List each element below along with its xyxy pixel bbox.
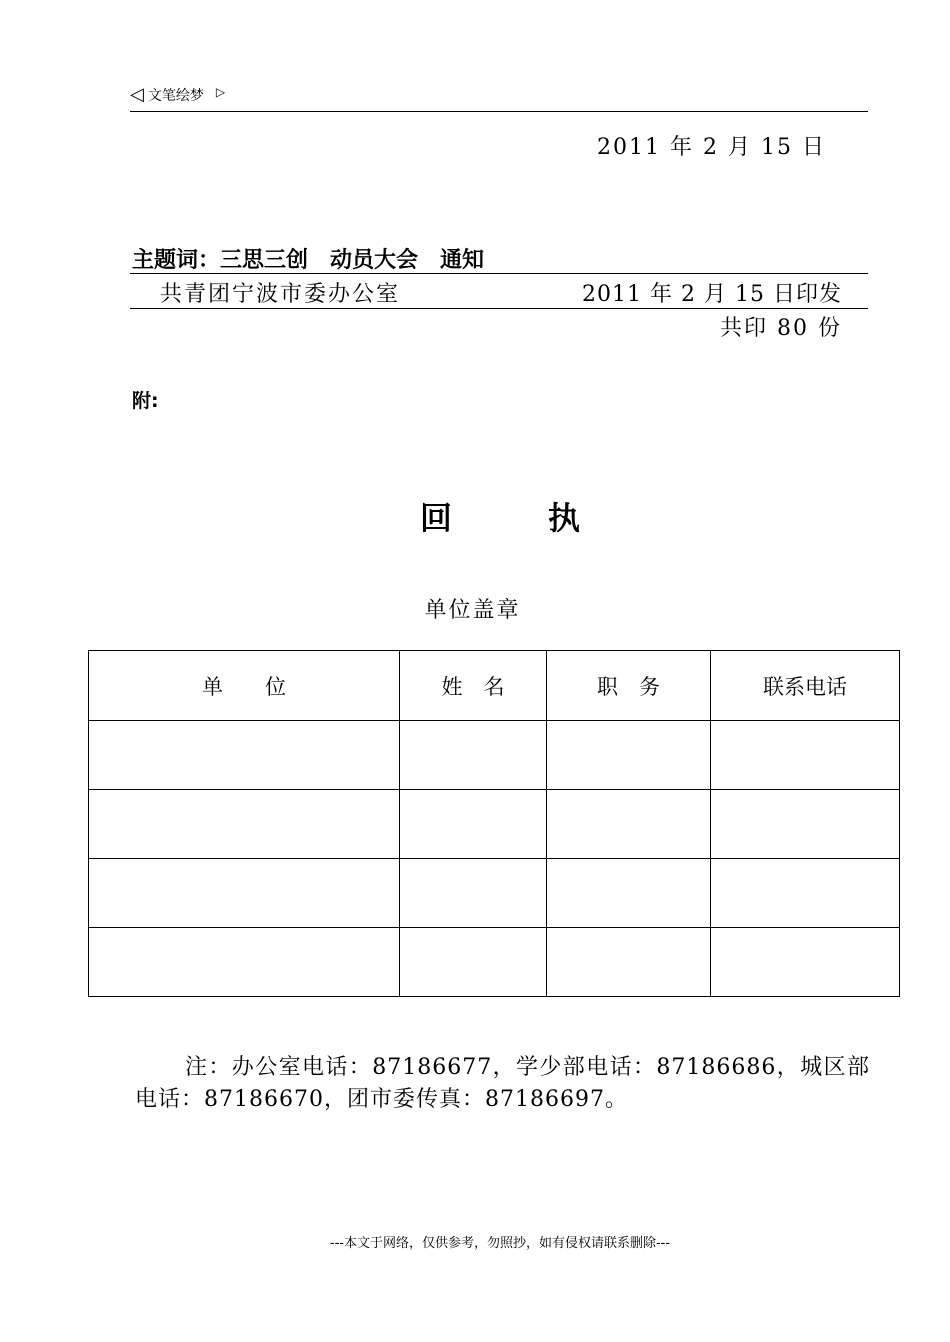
table-cell[interactable] — [711, 859, 900, 928]
table-cell[interactable] — [400, 721, 547, 790]
triangle-left-icon: ◁ — [130, 84, 144, 105]
column-header-name: 姓 名 — [400, 651, 547, 721]
subject-keywords: 主题词：三思三创 动员大会 通知 — [132, 248, 485, 273]
receipt-title-char-1: 回 — [419, 499, 452, 537]
contact-note: 注：办公室电话：87186677，学少部电话：87186686，城区部电话：87186670，团市委传真：87186697。 — [135, 1055, 870, 1112]
receipt-title — [0, 493, 950, 539]
triangle-right-icon: ▷ — [215, 85, 226, 99]
brand-label: 文笔绘梦 — [147, 88, 204, 104]
print-copies: 共印 80 份 — [720, 316, 842, 341]
receipt-title-char-2: 执 — [548, 499, 581, 537]
table-cell[interactable] — [547, 721, 711, 790]
issuing-office: 共青团宁波市委办公室 — [160, 282, 401, 307]
table-row — [89, 790, 900, 859]
table-cell[interactable] — [89, 859, 400, 928]
table-row — [89, 928, 900, 997]
receipt-table — [88, 650, 900, 997]
table-cell[interactable] — [89, 928, 400, 997]
table-cell[interactable] — [89, 790, 400, 859]
header-brand — [130, 85, 225, 105]
table-row — [89, 859, 900, 928]
stamp-label: 单位盖章 — [424, 598, 521, 623]
table-cell[interactable] — [89, 721, 400, 790]
attachment-label: 附: — [132, 390, 159, 412]
table-cell[interactable] — [400, 928, 547, 997]
table-row — [89, 721, 900, 790]
table-cell[interactable] — [711, 721, 900, 790]
table-cell[interactable] — [400, 790, 547, 859]
issuer-rule — [130, 308, 868, 309]
table-cell[interactable] — [711, 790, 900, 859]
footer-disclaimer: ---本文于网络，仅供参考，勿照抄，如有侵权请联系删除--- — [329, 1236, 671, 1251]
table-cell[interactable] — [547, 859, 711, 928]
print-date: 2011 年 2 月 15 日印发 — [582, 282, 842, 307]
column-header-phone: 联系电话 — [711, 651, 900, 721]
keywords-rule — [130, 273, 868, 274]
column-header-position: 职 务 — [547, 651, 711, 721]
column-header-unit: 单 位 — [89, 651, 400, 721]
table-header-row — [89, 651, 900, 721]
table-cell[interactable] — [400, 859, 547, 928]
table-cell[interactable] — [711, 928, 900, 997]
table-cell[interactable] — [547, 790, 711, 859]
header-rule — [130, 111, 868, 112]
document-date: 2011 年 2 月 15 日 — [597, 135, 826, 160]
table-cell[interactable] — [547, 928, 711, 997]
